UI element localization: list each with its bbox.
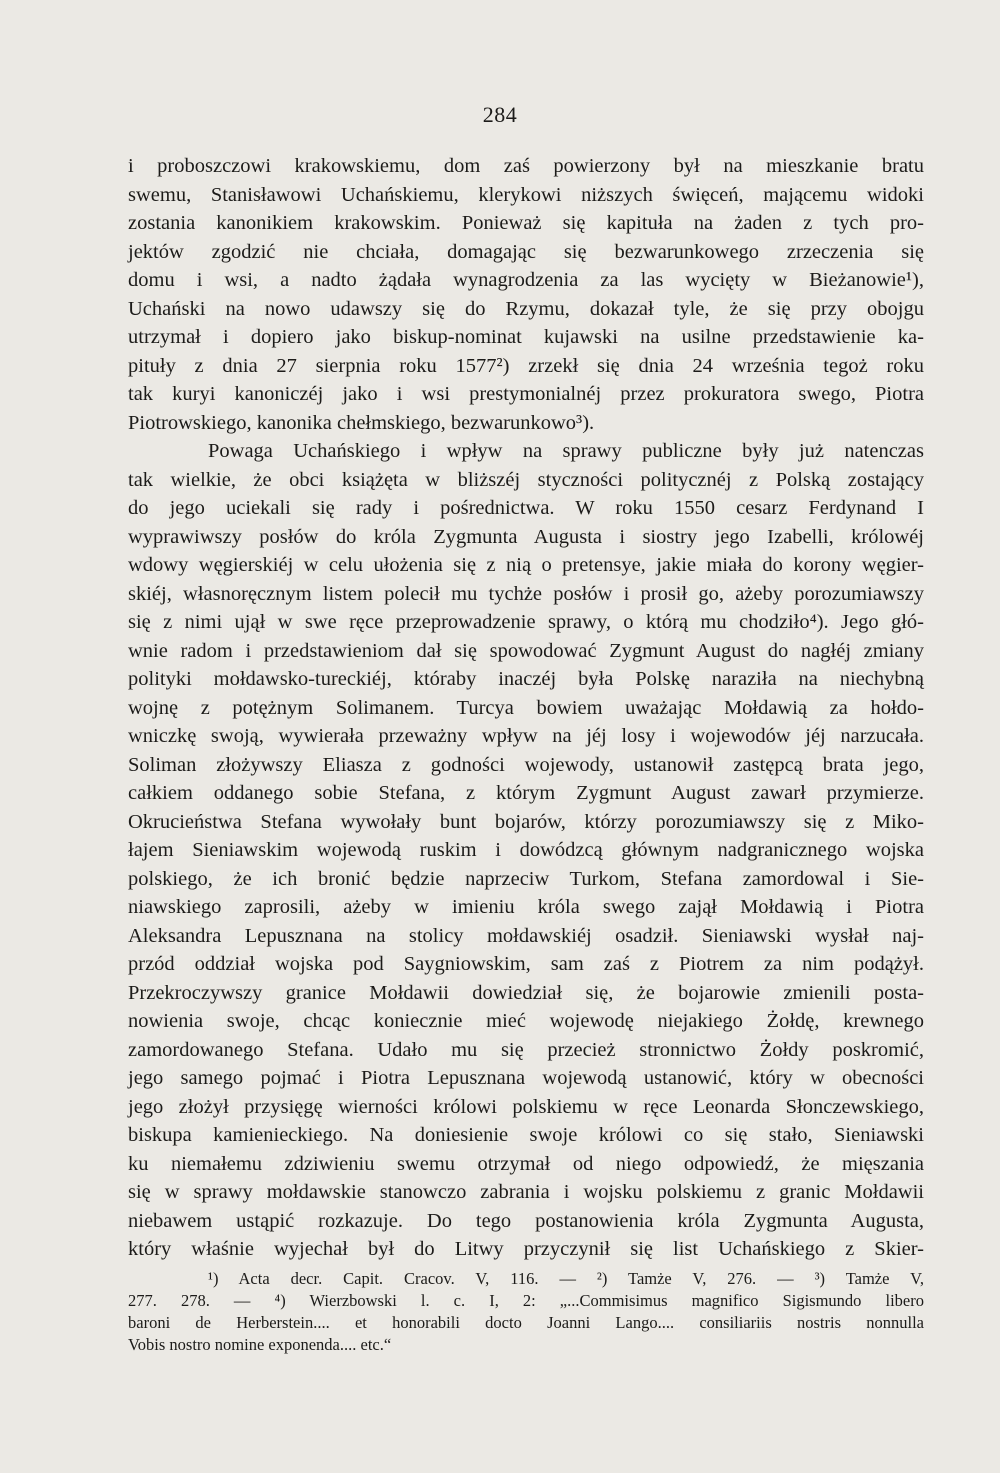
body-line: Piotrowskiego, kanonika chełmskiego, bezwarunkowo³).	[128, 411, 595, 434]
body-line: biskupa kamienieckiego. Na doniesienie swoje królowi co się stało, Sieniawski	[128, 1124, 924, 1146]
body-line: wojnę z potężnym Solimanem. Turcya bowiem uważając Mołdawią za hołdo-	[128, 696, 924, 719]
body-text	[128, 152, 924, 1264]
body-line: Soliman złożywszy Eliasza z godności wojewody, ustanowił zastępcą brata jego,	[128, 753, 924, 776]
footnote-line: 277. 278. — ⁴) Wierzbowski l. c. I, 2: „...Commisimus magnifico Sigismundo libero	[128, 1291, 924, 1310]
body-line: się z nimi ujął w swe ręce przeprowadzenie sprawy, o którą mu chodziło⁴). Jego głó-	[128, 611, 924, 633]
body-line: wniczkę swoją, wywierała przeważny wpływ na jéj losy i wojewodów jéj narzucała.	[128, 725, 924, 747]
body-line: pituły z dnia 27 sierpnia roku 1577²) zrzekł się dnia 24 września tegoż roku	[128, 354, 924, 377]
body-line: tak kuryi kanoniczéj jako i wsi prestymonialnéj przez prokuratora swego, Piotra	[128, 383, 924, 405]
body-line: tak wielkie, że obci książęta w bliższéj styczności politycznéj z Polską zostający	[128, 468, 924, 491]
body-line: wyprawiwszy posłów do króla Zygmunta Augusta i siostry jego Izabelli, królowéj	[128, 525, 924, 548]
body-line: niawskiego zaprosili, ażeby w imieniu króla swego zajął Mołdawią i Piotra	[128, 896, 924, 918]
body-line: skiéj, własnoręcznym listem polecił mu tychże posłów i prosił go, ażeby porozumiawszy	[128, 582, 924, 605]
body-line: Uchański na nowo udawszy się do Rzymu, dokazał tyle, że się przy obojgu	[128, 297, 924, 320]
body-line: jektów zgodzić nie chciała, domagając się bezwarunkowego zrzeczenia się	[128, 240, 924, 263]
body-line: do jego uciekali się rady i pośrednictwa. W roku 1550 cesarz Ferdynand I	[128, 497, 924, 519]
body-line: całkiem oddanego sobie Stefana, z którym Zygmunt August zawarł przymierze.	[128, 782, 924, 804]
body-line: który właśnie wyjechał był do Litwy przyczynił się list Uchańskiego z Skier-	[128, 1238, 924, 1260]
body-line: swemu, Stanisławowi Uchańskiemu, klerykowi niższych święceń, mającemu widoki	[128, 183, 924, 206]
body-line: Aleksandra Lepusznana na stolicy mołdawskiéj osadził. Sieniawski wysłał naj-	[128, 924, 924, 947]
body-line: Okrucieństwa Stefana wywołały bunt bojarów, którzy porozumiawszy się z Miko-	[128, 810, 924, 833]
body-line: łajem Sieniawskim wojewodą ruskim i dowódzcą głównym nadgranicznego wojska	[128, 839, 924, 861]
body-line: domu i wsi, a nadto żądała wynagrodzenia za las wycięty w Bieżanowie¹),	[128, 269, 924, 291]
body-line: polskiego, że ich bronić będzie naprzeciw Turkom, Stefana zamordowal i Sie-	[128, 867, 924, 890]
body-line: ku niemałemu zdziwieniu swemu otrzymał od niego odpowiedź, że mięszania	[128, 1152, 924, 1175]
body-line: jego samego pojmać i Piotra Lepusznana wojewodą ustanowić, który w obecności	[128, 1067, 924, 1089]
footnote-line: Vobis nostro nomine exponenda.... etc.“	[128, 1335, 392, 1354]
page-number: 284	[482, 102, 518, 127]
paragraph-start-line: Powaga Uchańskiego i wpływ na sprawy publiczne były już natenczas	[208, 440, 924, 462]
body-line: polityki mołdawsko-tureckiéj, któraby inaczéj była Polskę naraziła na niechybną	[128, 668, 924, 690]
body-line: wdowy węgierskiéj w celu ułożenia się z nią o pretensye, jakie miała do korony węgier-	[128, 554, 924, 576]
body-line: wnie radom i przedstawieniom dał się spowodować Zygmunt August do nagłéj zmiany	[128, 639, 924, 662]
body-line: Przekroczywszy granice Mołdawii dowiedział się, że bojarowie zmienili posta-	[128, 981, 924, 1004]
body-line: zamordowanego Stefana. Udało mu się przecież stronnictwo Żołdy poskromić,	[128, 1038, 924, 1061]
body-line: jego złożył przysięgę wierności królowi polskiemu w ręce Leonarda Słonczewskiego,	[128, 1095, 924, 1118]
body-line: przód oddział wojska pod Saygniowskim, sam zaś z Piotrem za nim podążył.	[128, 953, 924, 975]
body-line: utrzymał i dopiero jako biskup-nominat kujawski na usilne przedstawienie ka-	[128, 326, 924, 348]
body-line: niebawem ustąpić rozkazuje. Do tego postanowienia króla Zygmunta Augusta,	[128, 1209, 924, 1232]
footnote-line: ¹) Acta decr. Capit. Cracov. V, 116. — ²) Tamże V, 276. — ³) Tamże V,	[208, 1269, 924, 1288]
body-line: nowienia swoje, chcąc koniecznie mieć wojewodę niejakiego Żołdę, krewnego	[128, 1010, 924, 1032]
footnote-line: baroni de Herberstein.... et honorabili docto Joanni Lango.... consiliariis nostris nonnulla	[128, 1313, 924, 1332]
body-line: i proboszczowi krakowskiemu, dom zaś powierzony był na mieszkanie bratu	[128, 155, 924, 177]
body-line: zostania kanonikiem krakowskim. Ponieważ się kapituła na żaden z tych pro-	[128, 212, 924, 234]
footnotes	[128, 1268, 924, 1356]
body-line: się w sprawy mołdawskie stanowczo zabrania i wojsku polskiemu z granic Mołdawii	[128, 1181, 924, 1203]
